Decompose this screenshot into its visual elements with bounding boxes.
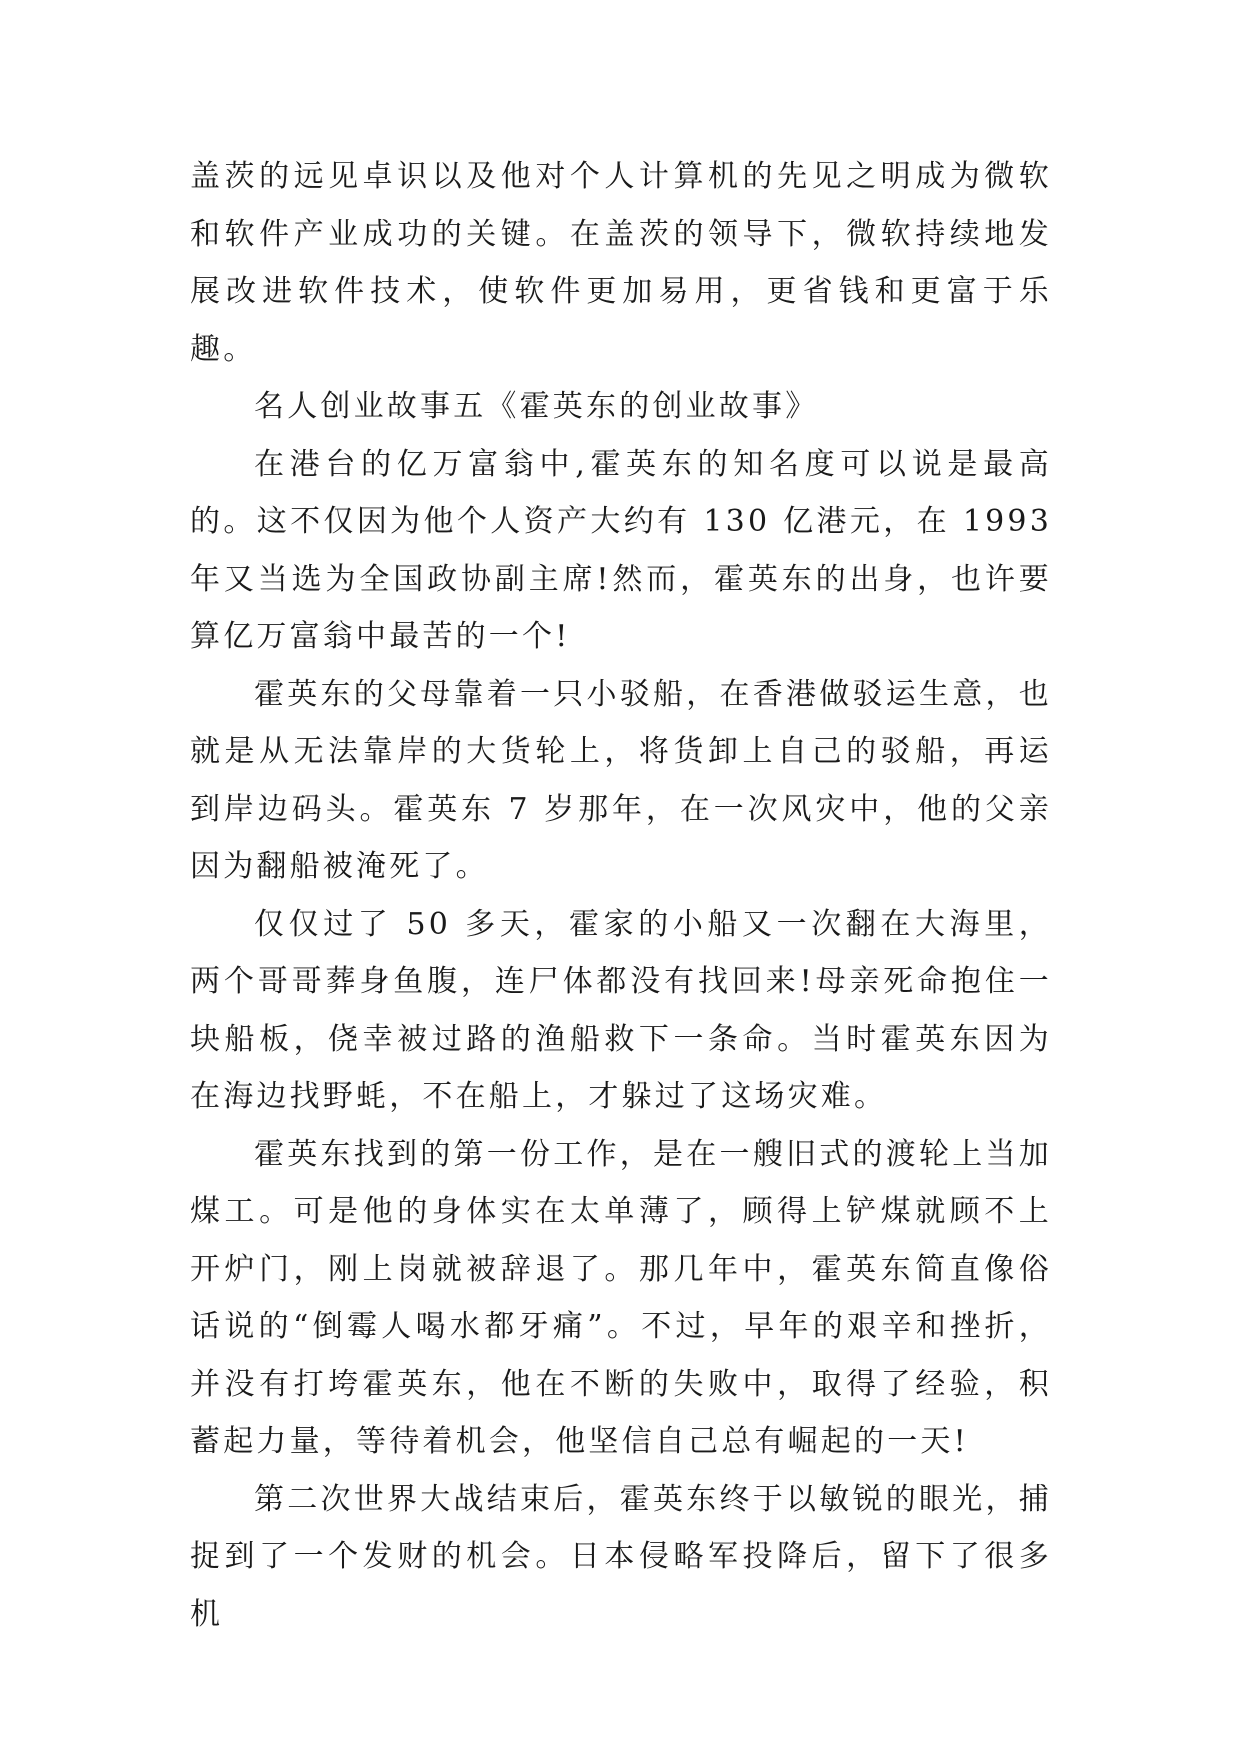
paragraph-2: 在港台的亿万富翁中,霍英东的知名度可以说是最高的。这不仅因为他个人资产大约有 130 亿港元，在 1993 年又当选为全国政协副主席!然而，霍英东的出身，也许要算亿万富翁中最苦的一个! bbox=[190, 446, 1052, 654]
document-body bbox=[190, 148, 1052, 1643]
paragraph-6: 第二次世界大战结束后，霍英东终于以敏锐的眼光，捕捉到了一个发财的机会。日本侵略军投降后，留下了很多机 bbox=[190, 1481, 1052, 1632]
paragraph-4: 仅仅过了 50 多天，霍家的小船又一次翻在大海里，两个哥哥葬身鱼腹，连尸体都没有找回来!母亲死命抱住一块船板，侥幸被过路的渔船救下一条命。当时霍英东因为在海边找野蚝，不在船上，才躲过了这场灾难。 bbox=[190, 906, 1052, 1114]
paragraph-3: 霍英东的父母靠着一只小驳船，在香港做驳运生意，也就是从无法靠岸的大货轮上，将货卸上自己的驳船，再运到岸边码头。霍英东 7 岁那年，在一次风灾中，他的父亲因为翻船被淹死了。 bbox=[190, 676, 1052, 884]
paragraph-1: 盖茨的远见卓识以及他对个人计算机的先见之明成为微软和软件产业成功的关键。在盖茨的领导下，微软持续地发展改进软件技术，使软件更加易用，更省钱和更富于乐趣。 bbox=[190, 159, 1052, 367]
section-heading: 名人创业故事五《霍英东的创业故事》 bbox=[254, 389, 819, 424]
paragraph-5: 霍英东找到的第一份工作，是在一艘旧式的渡轮上当加煤工。可是他的身体实在太单薄了，顾得上铲煤就顾不上开炉门，刚上岗就被辞退了。那几年中，霍英东简直像俗话说的“倒霉人喝水都牙痛”。不过，早年的艰辛和挫折，并没有打垮霍英东，他在不断的失败中，取得了经验，积蓄起力量，等待着机会，他坚信自己总有崛起的一天! bbox=[190, 1136, 1052, 1459]
